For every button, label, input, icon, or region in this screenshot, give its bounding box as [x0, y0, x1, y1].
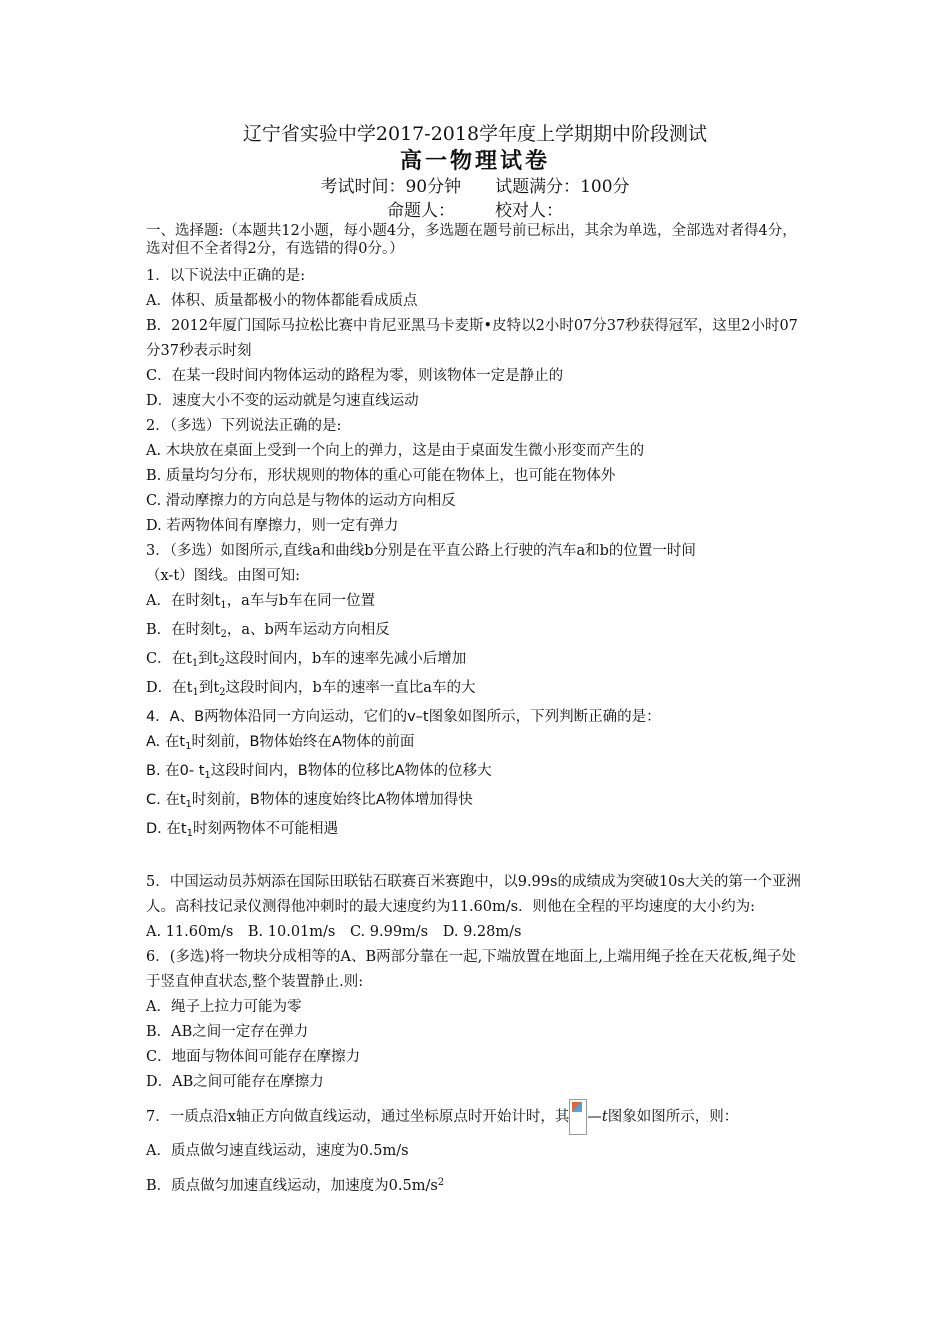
q3-c-subscript-1: 1	[191, 658, 199, 669]
q4-option-c	[146, 788, 806, 817]
q1-option-b: B．2012年厦门国际马拉松比赛中肯尼亚黑马卡麦斯•皮特以2小时07分37秒获得冠军，这里2小时07分37秒表示时刻	[146, 318, 798, 359]
q4-d-text: D. 在t	[146, 821, 187, 837]
q4-stem: 4．A、B两物体沿同一方向运动，它们的v–t图象如图所示，下列判断正确的是：	[146, 709, 661, 725]
q4-c-subscript: 1	[185, 799, 192, 810]
section-instructions: 一、选择题:（本题共12小题，每小题4分，多选题在题号前已标出，其余为单选，全部选对者得4分，选对但不全者得2分，有选错的得0分。）	[146, 223, 797, 257]
q2-option-c: C. 滑动摩擦力的方向总是与物体的运动方向相反	[146, 493, 456, 509]
q3-option-a	[146, 589, 806, 618]
q3-c-text: C．在t	[146, 651, 192, 667]
q4-b-text: B. 在0- t	[146, 763, 205, 779]
q3-option-c	[146, 647, 806, 676]
checker-label: 校对人：	[495, 201, 563, 221]
q2-stem: 2．（多选）下列说法正确的是:	[146, 418, 342, 434]
q4-a-text: A. 在t	[146, 734, 186, 750]
question-5	[146, 870, 806, 945]
question-7	[146, 1099, 806, 1202]
broken-image-icon	[569, 1099, 587, 1135]
paper-title: 高一物理试卷	[399, 148, 550, 174]
q3-option-d	[146, 676, 806, 705]
question-4	[146, 705, 806, 846]
q3-stem-line2: （x-t）图线。由图可知:	[146, 568, 301, 584]
q2-option-b: B. 质量均匀分布，形状规则的物体的重心可能在物体上，也可能在物体外	[146, 468, 616, 484]
q4-a-text-end: 时刻前，B物体始终在A物体的前面	[191, 734, 415, 750]
q4-d-text-end: 时刻两物体不可能相遇	[192, 821, 338, 837]
q7-option-a: A．质点做匀速直线运动，速度为0.5m/s	[146, 1143, 409, 1159]
q5-option-a: A. 11.60m/s	[146, 924, 234, 940]
q3-d-text-end: 这段时间内，b车的速率一直比a车的大	[225, 680, 476, 696]
full-score: 试题满分：100分	[495, 177, 630, 197]
q4-option-b	[146, 759, 806, 788]
q3-b-text: B．在时刻t	[146, 622, 221, 638]
q2-option-d: D. 若两物体间有摩擦力，则一定有弹力	[146, 518, 399, 534]
q4-c-text-end: 时刻前，B物体的速度始终比A物体增加得快	[191, 792, 473, 808]
q4-d-subscript: 1	[186, 828, 193, 839]
exam-staff	[0, 199, 950, 223]
q6-option-c: C．地面与物体间可能存在摩擦力	[146, 1049, 361, 1065]
question-6	[146, 945, 806, 1095]
q4-c-text: C. 在t	[146, 792, 186, 808]
q6-option-b: B．AB之间一定存在弹力	[146, 1024, 309, 1040]
q4-option-a	[146, 730, 806, 759]
q5-options	[146, 920, 806, 945]
q7-b-text: B．质点做匀加速直线运动，加速度为0.5m/s	[146, 1178, 438, 1194]
q3-d-text: D．在t	[146, 680, 193, 696]
school-title: 辽宁省实验中学2017-2018学年度上学期期中阶段测试	[242, 123, 708, 145]
q7-stem	[146, 1099, 806, 1135]
exam-header	[0, 122, 950, 223]
q6-stem: 6．(多选)将一物块分成相等的A、B两部分靠在一起,下端放置在地面上,上端用绳子拴在天花板,绳子处于竖直伸直状态,整个装置静止.则:	[146, 949, 796, 990]
question-1	[146, 264, 806, 414]
q4-option-d	[146, 817, 806, 846]
q5-option-d: D. 9.28m/s	[442, 924, 522, 940]
q6-option-d: D．AB之间可能存在摩擦力	[146, 1074, 324, 1090]
author-label: 命题人：	[387, 201, 455, 221]
q7-b-superscript: 2	[437, 1177, 445, 1188]
q7-option-b	[146, 1167, 806, 1202]
q1-stem: 1．以下说法中正确的是:	[146, 268, 306, 284]
q5-option-c: C. 9.99m/s	[349, 924, 429, 940]
q3-c-text-mid: 到t	[198, 651, 219, 667]
q1-option-d: D．速度大小不变的运动就是匀速直线运动	[146, 393, 419, 409]
q7-stem-text: 7．一质点沿x轴正方向做直线运动，通过坐标原点时开始计时，其	[146, 1109, 570, 1125]
q3-b-subscript: 2	[220, 629, 227, 640]
q3-d-subscript-1: 1	[192, 687, 199, 698]
q3-b-text-end: ，a、b两车运动方向相反	[226, 622, 390, 638]
q7-stem-text-end: 图象如图所示，则：	[607, 1109, 739, 1125]
q3-d-text-mid: 到t	[198, 680, 220, 696]
q7-dash: —	[587, 1109, 602, 1125]
q6-option-a: A．绳子上拉力可能为零	[146, 999, 302, 1015]
q5-option-b: B. 10.01m/s	[247, 924, 336, 940]
q3-stem-line1: 3．（多选）如图所示,直线a和曲线b分别是在平直公路上行驶的汽车a和b的位置一时间	[146, 543, 696, 559]
q2-option-a: A. 木块放在桌面上受到一个向上的弹力，这是由于桌面发生微小形变而产生的	[146, 443, 645, 459]
q3-c-subscript-2: 2	[218, 658, 225, 669]
exam-meta	[0, 175, 950, 199]
q3-a-text-end: ，a车与b车在同一位置	[226, 593, 376, 609]
q3-a-text: A．在时刻t	[146, 593, 221, 609]
q4-a-subscript: 1	[185, 741, 192, 752]
exam-time: 考试时间：90分钟	[320, 177, 462, 197]
question-2	[146, 414, 806, 539]
q3-option-b	[146, 618, 806, 647]
image-placeholder-icon	[572, 1102, 582, 1112]
q5-stem: 5．中国运动员苏炳添在国际田联钻石联赛百米赛跑中，以9.99s的成绩成为突破10s大关的第一个亚洲人。高科技记录仪测得他冲刺时的最大速度约为11.60m/s．则他在全程的平均速度的大小约为:	[146, 874, 801, 915]
spacer	[146, 846, 806, 870]
q3-a-subscript: 1	[220, 600, 227, 611]
q4-b-subscript: 1	[204, 770, 211, 781]
question-body	[146, 222, 806, 1202]
q1-option-a: A．体积、质量都极小的物体都能看成质点	[146, 293, 418, 309]
question-3	[146, 539, 806, 705]
q4-b-text-end: 这段时间内，B物体的位移比A物体的位移大	[210, 763, 492, 779]
q3-c-text-end: 这段时间内，b车的速率先减小后增加	[225, 651, 467, 667]
q1-option-c: C．在某一段时间内物体运动的路程为零，则该物体一定是静止的	[146, 368, 564, 384]
q7-time-var: t	[601, 1109, 608, 1125]
q3-d-subscript-2: 2	[219, 687, 226, 698]
